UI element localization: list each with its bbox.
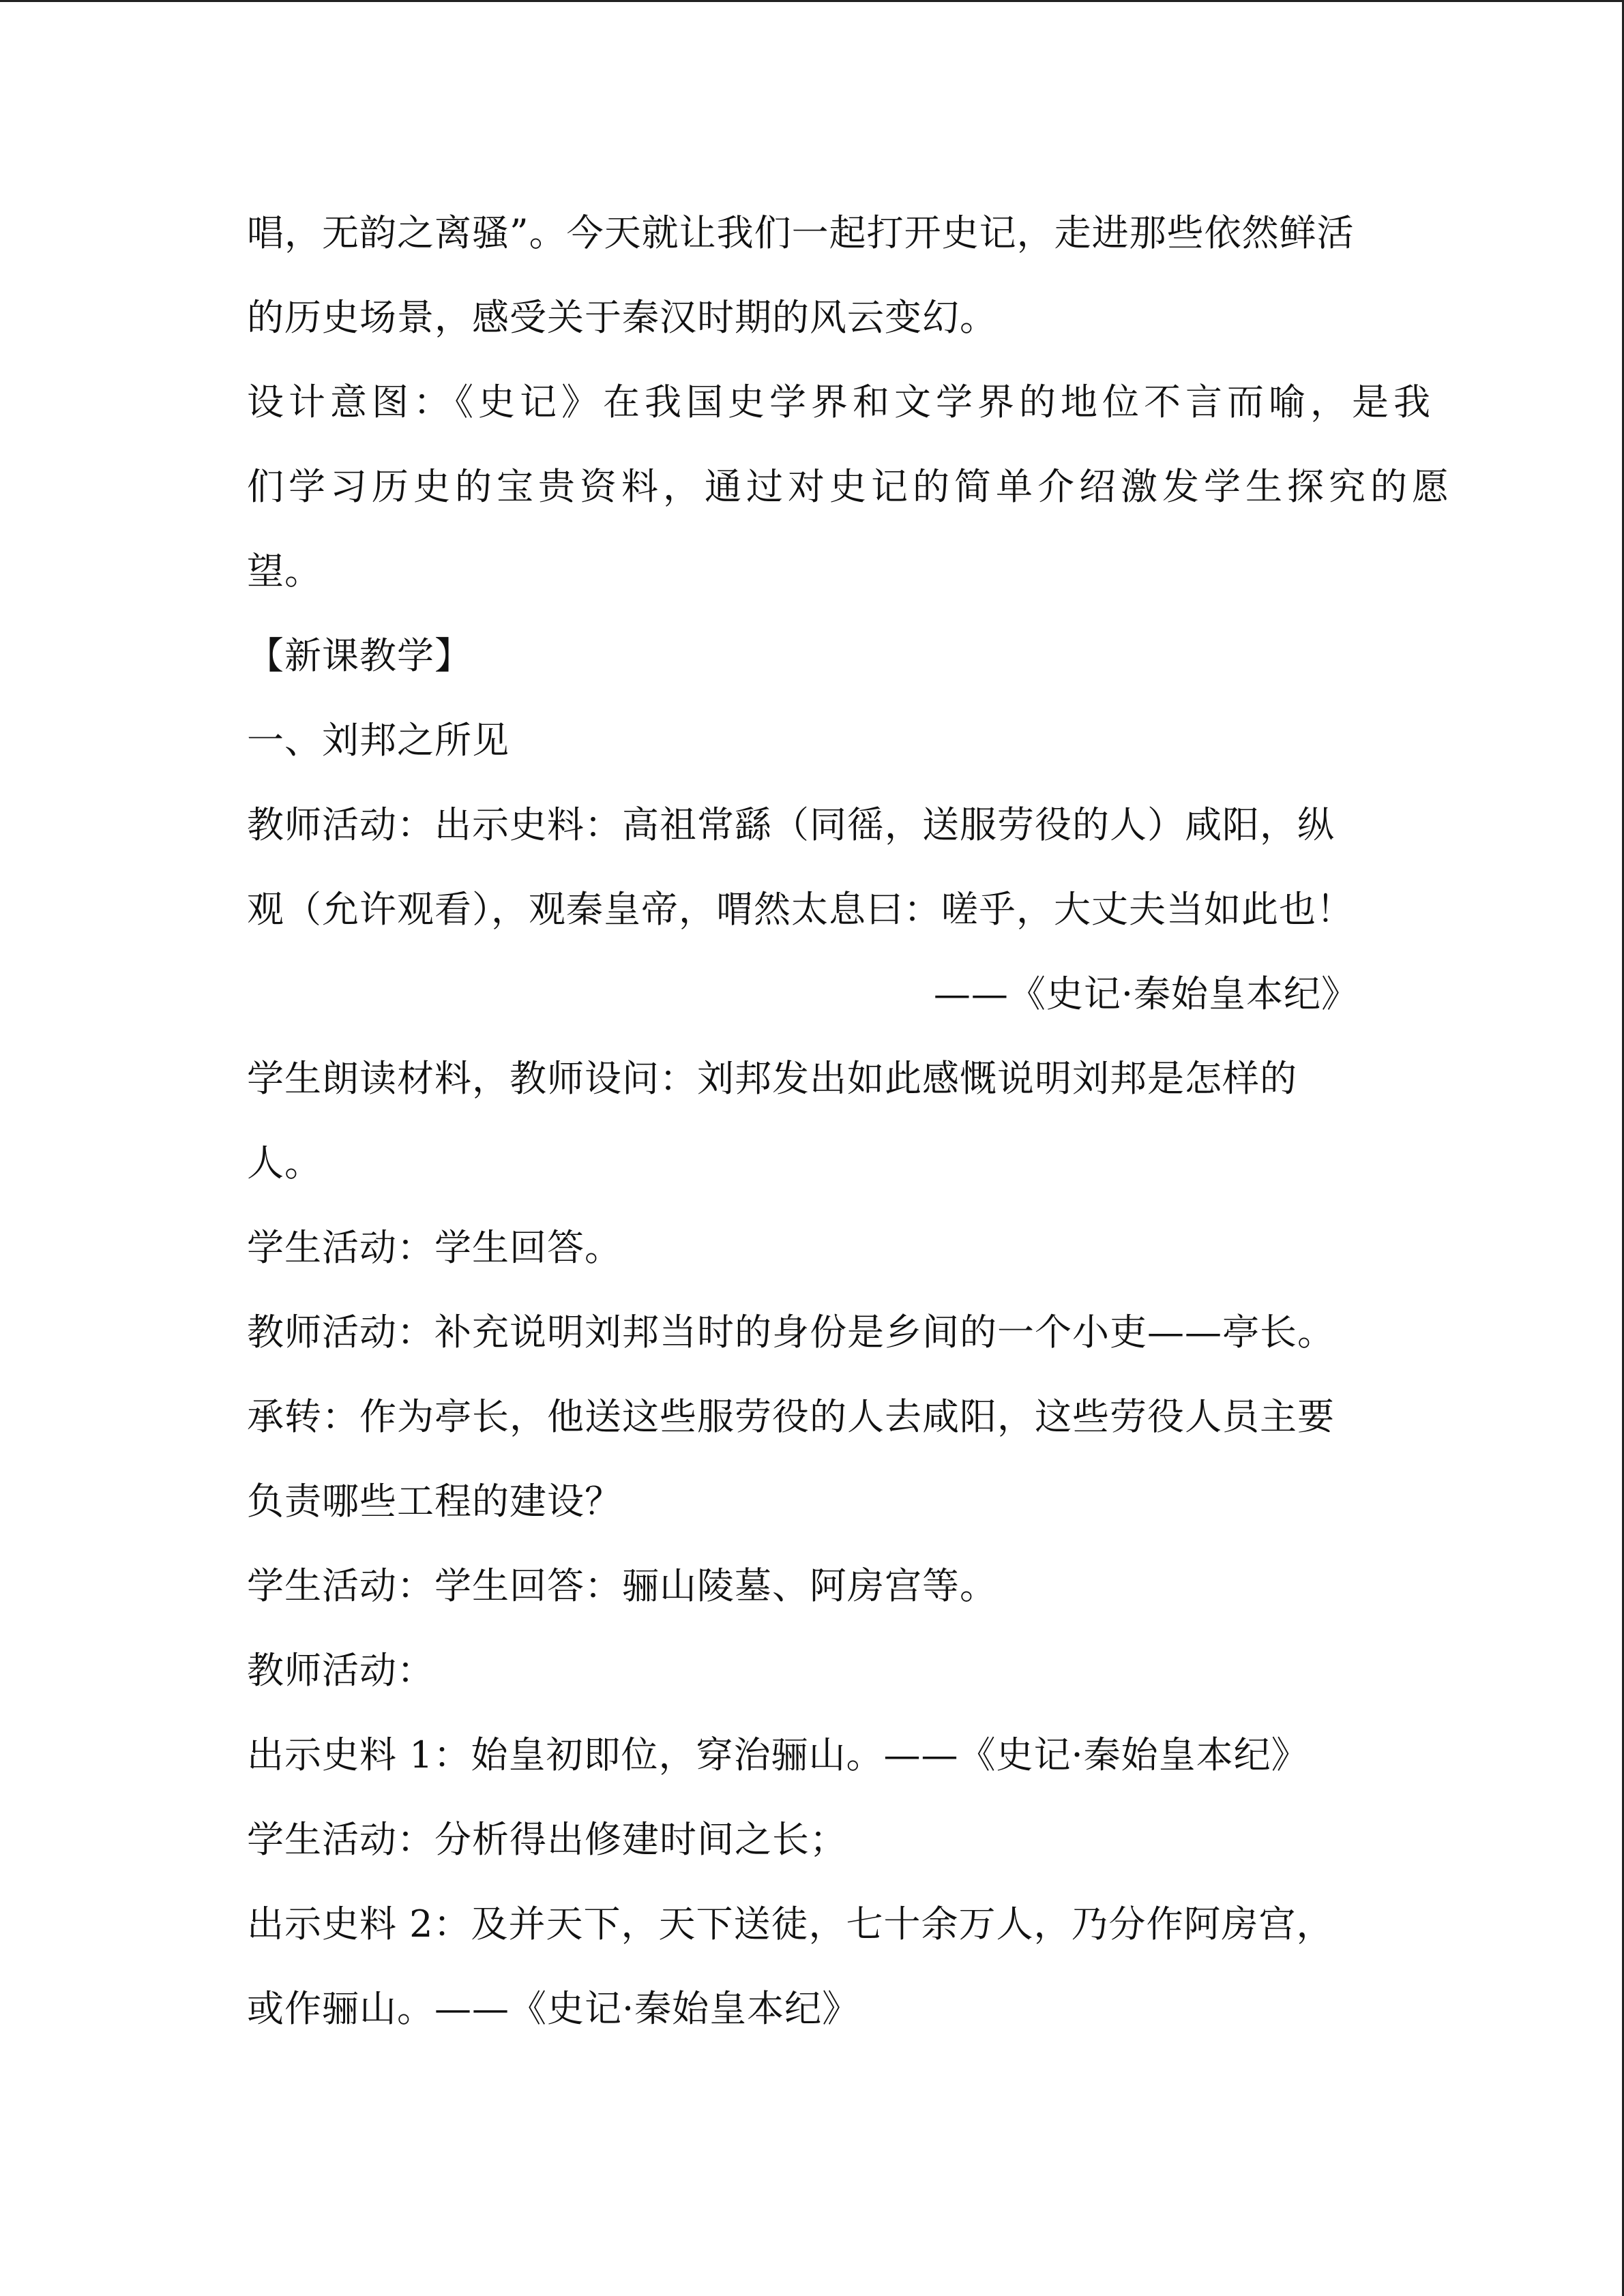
section-heading-new-lesson: 【新课教学】: [247, 634, 472, 677]
intro-line-1: 唱，无韵之离骚”。今天就让我们一起打开史记，走进那些依然鲜活: [247, 211, 1355, 254]
teacher-activity-label: 教师活动：: [247, 1649, 434, 1692]
subsection-heading-liubang: 一、刘邦之所见: [247, 719, 510, 762]
source-citation: ——《史记·秦始皇本纪》: [933, 972, 1359, 1015]
source-material-2-line-2: 或作骊山。——《史记·秦始皇本纪》: [247, 1987, 860, 2030]
student-reading-line-2: 人。: [247, 1142, 322, 1184]
teacher-activity-line-1: 教师活动：出示史料：高祖常繇（同徭，送服劳役的人）咸阳，纵: [247, 803, 1335, 846]
student-activity-projects: 学生活动：学生回答：骊山陵墓、阿房宫等。: [247, 1564, 997, 1607]
design-intent-line-3: 望。: [247, 550, 322, 593]
teacher-activity-supplement: 教师活动：补充说明刘邦当时的身份是乡间的一个小吏——亭长。: [247, 1311, 1335, 1354]
transition-line-1: 承转：作为亭长，他送这些服劳役的人去咸阳，这些劳役人员主要: [247, 1395, 1335, 1438]
intro-line-2: 的历史场景，感受关于秦汉时期的风云变幻。: [247, 296, 997, 339]
page-border-top: [0, 0, 1624, 2]
source-material-2-line-1: 出示史料 2：及并天下，天下送徒，七十余万人，乃分作阿房宫，: [247, 1903, 1334, 1945]
transition-line-2: 负责哪些工程的建设？: [247, 1480, 622, 1523]
document-body: [247, 191, 1453, 2051]
design-intent-line-1: 设计意图：《史记》在我国史学界和文学界的地位不言而喻，是我: [247, 381, 1435, 423]
design-intent-line-2: 们学习历史的宝贵资料，通过对史记的简单介绍激发学生探究的愿: [247, 465, 1453, 508]
student-activity-analysis: 学生活动：分析得出修建时间之长；: [247, 1818, 847, 1861]
source-material-1: 出示史料 1：始皇初即位，穿治骊山。——《史记·秦始皇本纪》: [247, 1733, 1309, 1776]
student-activity-answer: 学生活动：学生回答。: [247, 1226, 622, 1269]
teacher-activity-line-2: 观（允许观看），观秦皇帝，喟然太息曰：嗟乎，大丈夫当如此也！: [247, 888, 1354, 931]
student-reading-line-1: 学生朗读材料，教师设问：刘邦发出如此感慨说明刘邦是怎样的: [247, 1057, 1297, 1100]
